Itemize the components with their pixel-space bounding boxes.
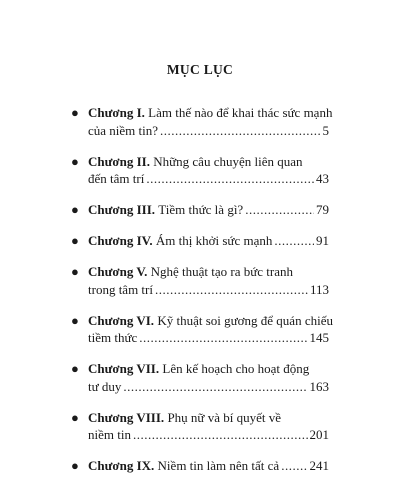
chapter-title-part2: của niềm tin?: [88, 122, 159, 138]
bullet-dot-icon: ●: [71, 233, 79, 248]
page-number: 145: [309, 330, 329, 345]
chapter-title-part2: đến tâm trí: [88, 171, 145, 186]
toc-entry-line2: [88, 122, 329, 140]
bullet-dot-icon: ●: [71, 361, 79, 376]
toc-entry-line1: [88, 153, 329, 171]
dot-leader: [139, 329, 307, 347]
chapter-title: Tiềm thức là gì?: [158, 202, 244, 217]
chapter-title-part2: niềm tin: [88, 427, 131, 442]
chapter-label: Chương II.: [88, 153, 150, 169]
chapter-label: Chương V.: [88, 264, 148, 279]
bullet-dot-icon: ●: [71, 409, 79, 425]
page-number: 201: [309, 427, 329, 442]
dot-leader: [133, 426, 308, 444]
dot-leader: [274, 232, 314, 250]
toc-entry-chapter-2: [71, 153, 329, 188]
dot-leader: [123, 378, 307, 396]
chapter-title: Niềm tin làm nên tất cả: [157, 458, 280, 473]
toc-entry-line2: [88, 170, 329, 188]
toc-entry-line1: [88, 263, 329, 281]
toc-entry-chapter-3: [71, 201, 329, 219]
toc-entry-chapter-7: [71, 360, 329, 395]
toc-entry-line1: [88, 409, 329, 427]
chapter-label: Chương IX.: [88, 458, 155, 473]
chapter-title: Ám thị khởi sức mạnh: [155, 233, 273, 248]
bullet-dot-icon: ●: [71, 458, 79, 473]
toc-entry-chapter-5: [71, 263, 329, 298]
toc-entry-line1: [88, 360, 329, 378]
page-number: 113: [309, 281, 329, 297]
bullet-dot-icon: ●: [71, 153, 79, 169]
toc-entry-line2: [88, 329, 329, 347]
page-number: 241: [309, 458, 329, 473]
toc-entry-line2: [88, 426, 329, 444]
toc-entry-line: [88, 232, 329, 250]
table-of-contents: [71, 104, 333, 488]
toc-entry-chapter-1: [71, 104, 333, 139]
chapter-label: Chương III.: [88, 202, 156, 217]
chapter-title-part1: Phụ nữ và bí quyết về: [167, 409, 281, 425]
toc-title: MỤC LỤC: [166, 62, 234, 77]
chapter-title-part1: Những câu chuyện liên quan: [153, 153, 303, 169]
toc-entry-line1: [88, 104, 333, 122]
toc-entry-chapter-9: [71, 457, 329, 475]
page-number: 91: [316, 233, 329, 248]
chapter-title-part2: tư duy: [88, 378, 122, 394]
chapter-label: Chương VI.: [88, 312, 155, 328]
toc-entry-line: [88, 201, 329, 219]
page-number: 163: [309, 378, 329, 394]
chapter-title-part2: tiềm thức: [88, 330, 138, 345]
dot-leader: [160, 122, 320, 140]
dot-leader: [281, 457, 307, 475]
chapter-title-part1: Kỹ thuật soi gương để quán chiếu: [157, 312, 333, 328]
bullet-dot-icon: ●: [71, 312, 79, 328]
page-number: 5: [322, 122, 329, 138]
toc-entry-line2: [88, 281, 329, 299]
dot-leader: [155, 281, 308, 299]
chapter-label: Chương IV.: [88, 233, 153, 248]
toc-entry-chapter-4: [71, 232, 329, 250]
toc-entry-line2: [88, 378, 329, 396]
toc-entry-line1: [88, 312, 333, 330]
page-number: 43: [316, 171, 329, 186]
chapter-title-part1: Lên kế hoạch cho hoạt động: [162, 361, 310, 376]
bullet-dot-icon: ●: [71, 105, 79, 120]
bullet-dot-icon: ●: [71, 264, 79, 279]
chapter-title-part1: Làm thế nào để khai thác sức mạnh: [148, 105, 333, 120]
page-number: 79: [316, 202, 329, 217]
chapter-title-part2: trong tâm trí: [88, 281, 153, 297]
chapter-label: Chương I.: [88, 105, 145, 120]
toc-entry-chapter-8: [71, 409, 329, 444]
chapter-label: Chương VII.: [88, 361, 160, 376]
bullet-dot-icon: ●: [71, 202, 79, 217]
chapter-label: Chương VIII.: [88, 409, 165, 425]
toc-entry-line: [88, 457, 329, 475]
dot-leader: [146, 170, 314, 188]
dot-leader: [245, 201, 314, 219]
chapter-title-part1: Nghệ thuật tạo ra bức tranh: [150, 264, 293, 279]
toc-entry-chapter-6: [71, 312, 333, 347]
